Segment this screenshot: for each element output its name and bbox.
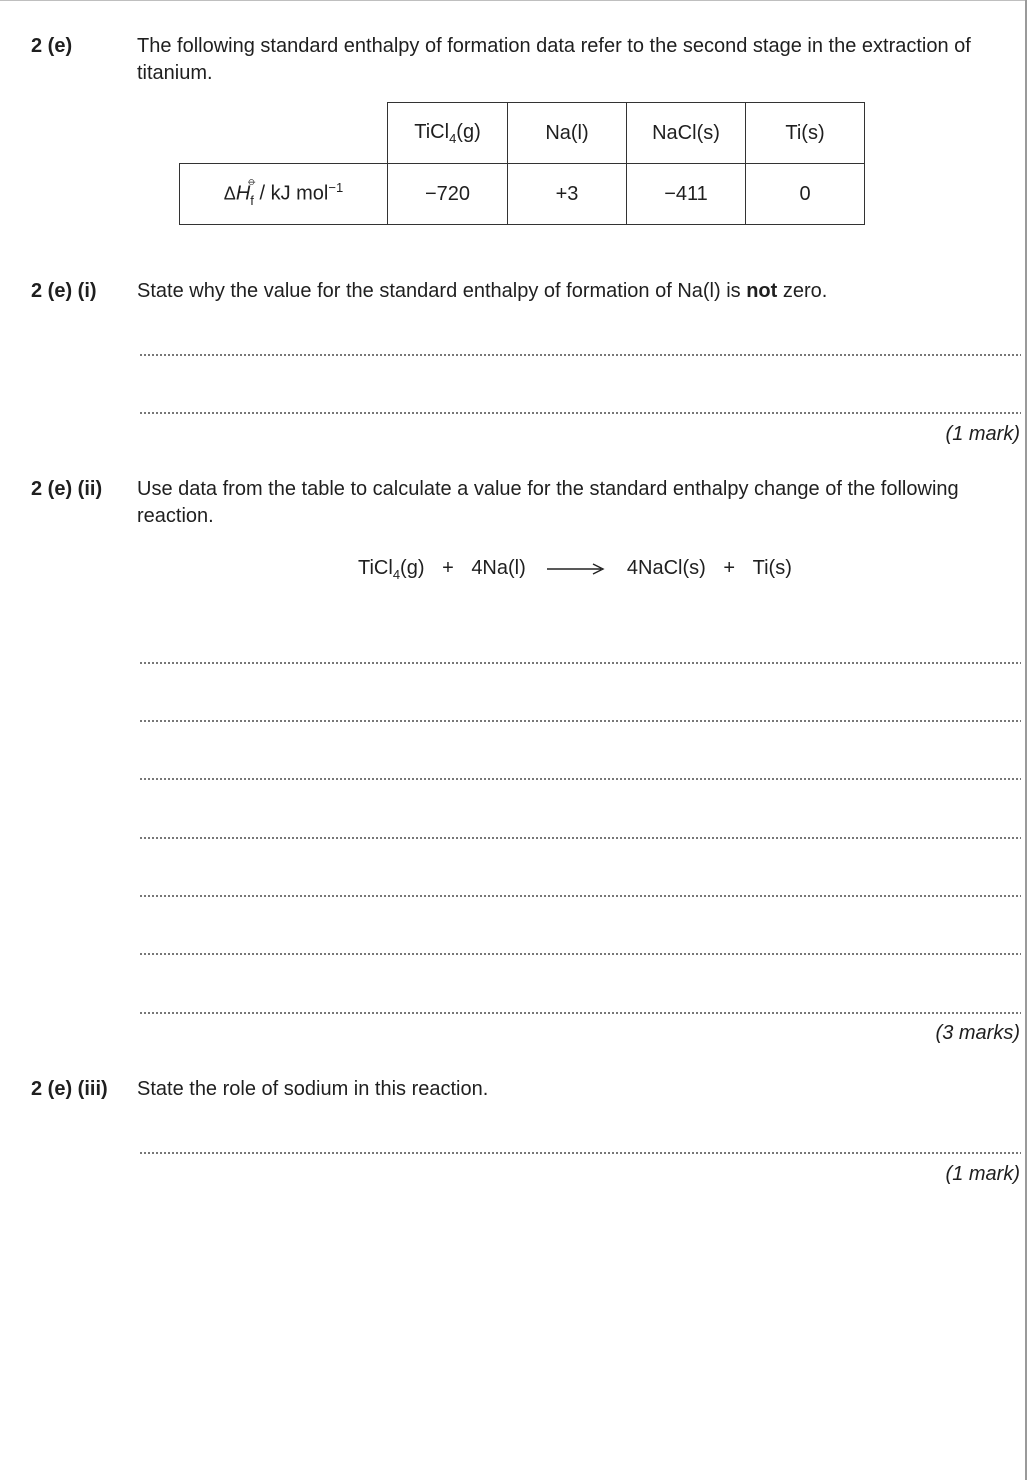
marks-label: (1 mark) (945, 1163, 1020, 1185)
plus-sign: + (723, 557, 736, 579)
answer-line[interactable] (139, 412, 1021, 414)
question-number: 2 (e) (iii) (31, 1078, 108, 1100)
page-top-border (0, 0, 1027, 1)
question-number: 2 (e) (31, 35, 73, 57)
table-header-nacl: NaCl(s) (627, 103, 746, 164)
table-header-ticl4: TiCl$_4$(g) (388, 103, 508, 164)
question-text: State why the value for the standard enthalpy of formation of Na(l) is not zero. (137, 280, 828, 302)
answer-line[interactable] (139, 837, 1021, 839)
table-cell-na: +3 (508, 164, 627, 225)
reactant-ticl4: TiCl$_4$(g) (358, 557, 425, 582)
table-cell-ti: 0 (746, 164, 865, 225)
table-corner-cell (180, 103, 388, 164)
table-header-row (180, 103, 865, 164)
table-row-label: $\Delta H_f$ ⦵ / kJ mol$^{-1}$ (180, 164, 388, 225)
table-cell-ticl4: −720 (388, 164, 508, 225)
table-header-na: Na(l) (508, 103, 627, 164)
table-header-ti: Ti(s) (746, 103, 865, 164)
marks-label: (1 mark) (945, 423, 1020, 445)
answer-line[interactable] (139, 1012, 1021, 1014)
answer-line[interactable] (139, 895, 1021, 897)
question-number: 2 (e) (ii) (31, 478, 103, 500)
question-text: State the role of sodium in this reaction. (137, 1078, 489, 1100)
table-row (180, 164, 865, 225)
reactant-na: 4Na(l) (471, 557, 526, 579)
table-cell-nacl: −411 (627, 164, 746, 225)
product-ti: Ti(s) (752, 557, 792, 579)
answer-line[interactable] (139, 720, 1021, 722)
chemical-equation (358, 557, 792, 582)
answer-line[interactable] (139, 662, 1021, 664)
marks-label: (3 marks) (935, 1022, 1020, 1044)
answer-line[interactable] (139, 1152, 1021, 1154)
answer-line[interactable] (139, 354, 1021, 356)
enthalpy-table (179, 102, 865, 225)
reaction-arrow-icon (545, 558, 607, 580)
answer-line[interactable] (139, 953, 1021, 955)
plus-sign: + (442, 557, 454, 579)
answer-line[interactable] (139, 778, 1021, 780)
product-nacl: 4NaCl(s) (626, 557, 706, 579)
question-number: 2 (e) (i) (31, 280, 97, 302)
question-text: The following standard enthalpy of formation data refer to the second stage in the extraction of titanium. (137, 35, 971, 84)
question-text: Use data from the table to calculate a value for the standard enthalpy change of the following reaction. (137, 478, 959, 527)
